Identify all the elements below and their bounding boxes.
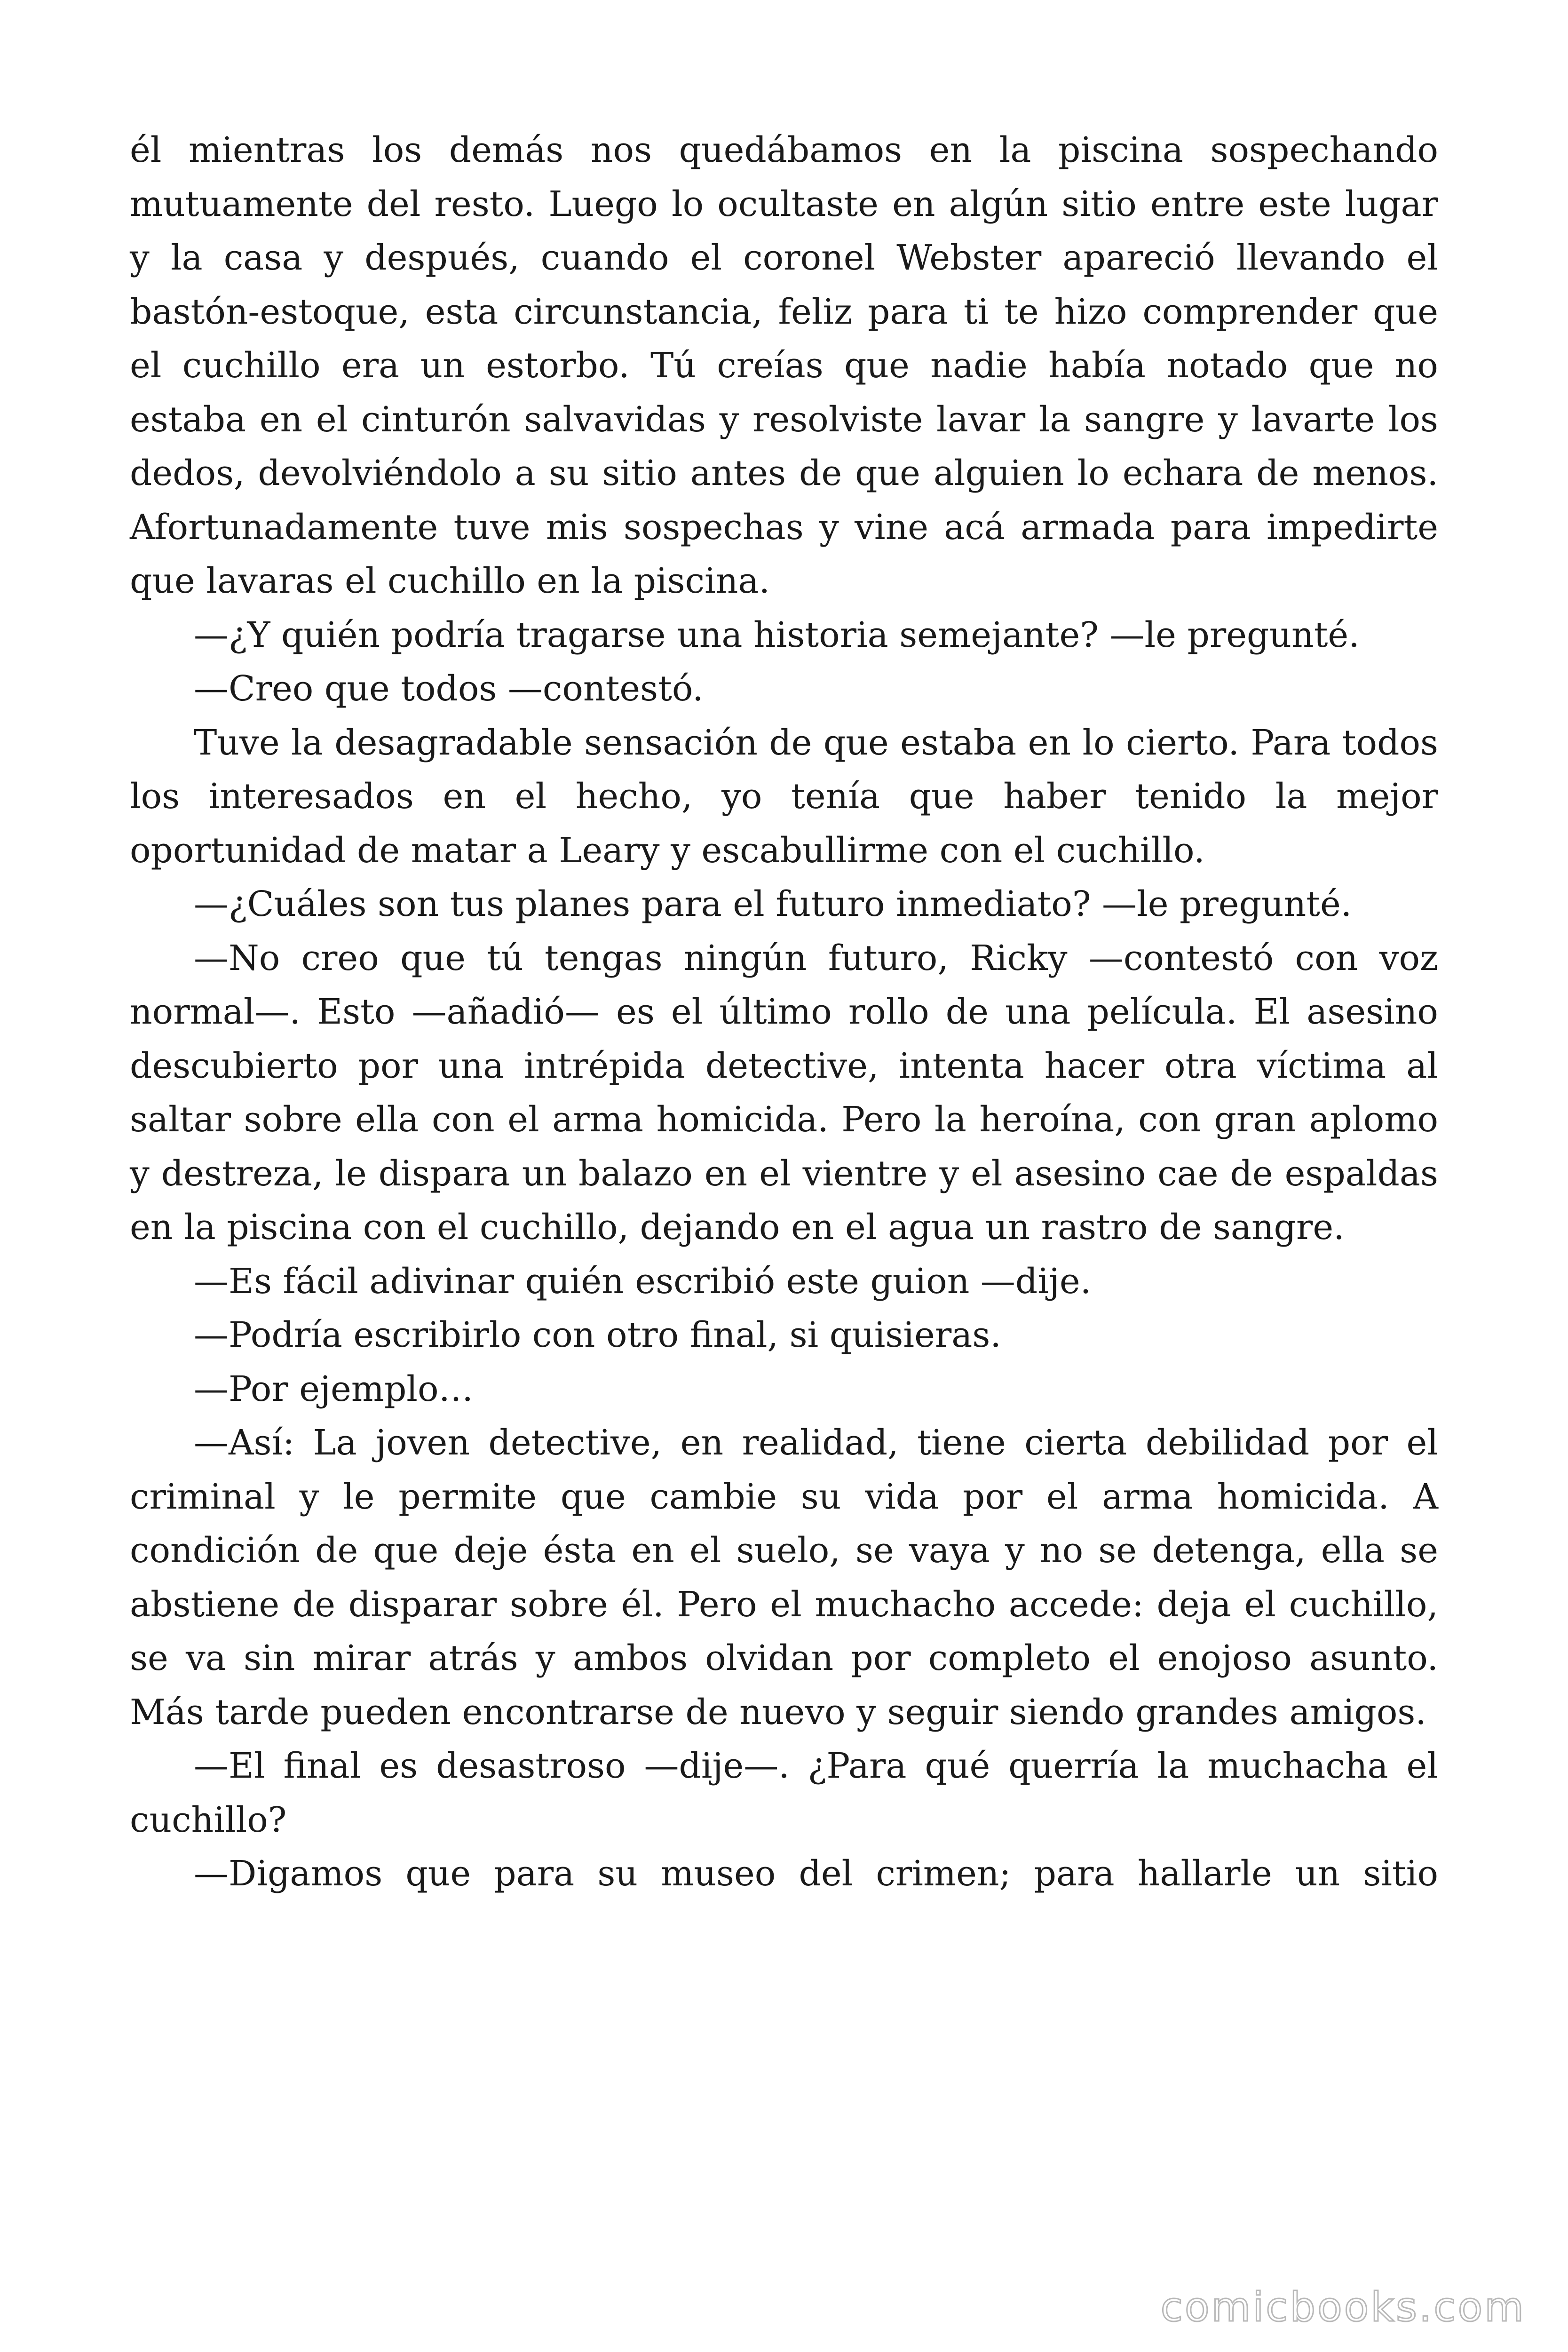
paragraph-dialogue: —Podría escribirlo con otro final, si quisieras. <box>194 1315 1001 1355</box>
paragraph-dialogue: —Por ejemplo… <box>194 1368 474 1409</box>
paragraph-dialogue: —Así: La joven detective, en realidad, tiene cierta debilidad por el criminal y le permite que cambie su vida por el arma homicida. A condición de que deje ésta en el suelo, se vaya y no se detenga, ella se abstiene de disparar sobre él. Pero el muchacho accede: deja el cuchillo, se va sin mirar atrás y ambos olvidan por completo el enojoso asunto. Más tarde pueden encontrarse de nuevo y seguir siendo grandes amigos. <box>130 1422 1438 1732</box>
watermark: comicbooks.com <box>1160 2284 1526 2331</box>
paragraph-dialogue: —No creo que tú tengas ningún futuro, Ricky —contestó con voz normal—. Esto —añadió— es el último rollo de una película. El asesino descubierto por una intrépida detective, intenta hacer otra víctima al saltar sobre ella con el arma homicida. Pero la heroína, con gran aplomo y destreza, le dispara un balazo en el vientre y el asesino cae de espaldas en la piscina con el cuchillo, dejando en el agua un rastro de sangre. <box>130 938 1438 1248</box>
paragraph-dialogue-continues: —Digamos que para su museo del crimen; para hallarle un sitio <box>194 1853 1438 1894</box>
paragraph-dialogue: —¿Cuáles son tus planes para el futuro inmediato? —le pregunté. <box>194 884 1352 924</box>
paragraph-dialogue: —Es fácil adivinar quién escribió este guion —dije. <box>194 1261 1092 1302</box>
page-body-text <box>130 123 1438 1901</box>
paragraph-narration: Tuve la desagradable sensación de que estaba en lo cierto. Para todos los interesados en el hecho, yo tenía que haber tenido la mejor oportunidad de matar a Leary y escabullirme con el cuchillo. <box>130 722 1438 871</box>
paragraph-dialogue: —El final es desastroso —dije—. ¿Para qué querría la muchacha el cuchillo? <box>130 1746 1438 1840</box>
paragraph-continuation: él mientras los demás nos quedábamos en la piscina sospechando mutuamente del resto. Luego lo ocultaste en algún sitio entre este lugar y la casa y después, cuando el coronel Webster apareció llevando el bastón-estoque, esta circunstancia, feliz para ti te hizo comprender que el cuchillo era un estorbo. Tú creías que nadie había notado que no estaba en el cinturón salvavidas y resolviste lavar la sangre y lavarte los dedos, devolviéndolo a su sitio antes de que alguien lo echara de menos. Afortunadamente tuve mis sospechas y vine acá armada para impedirte que lavaras el cuchillo en la piscina. <box>130 130 1438 601</box>
paragraph-dialogue: —Creo que todos —contestó. <box>194 668 704 709</box>
paragraph-dialogue: —¿Y quién podría tragarse una historia semejante? —le pregunté. <box>194 614 1360 655</box>
